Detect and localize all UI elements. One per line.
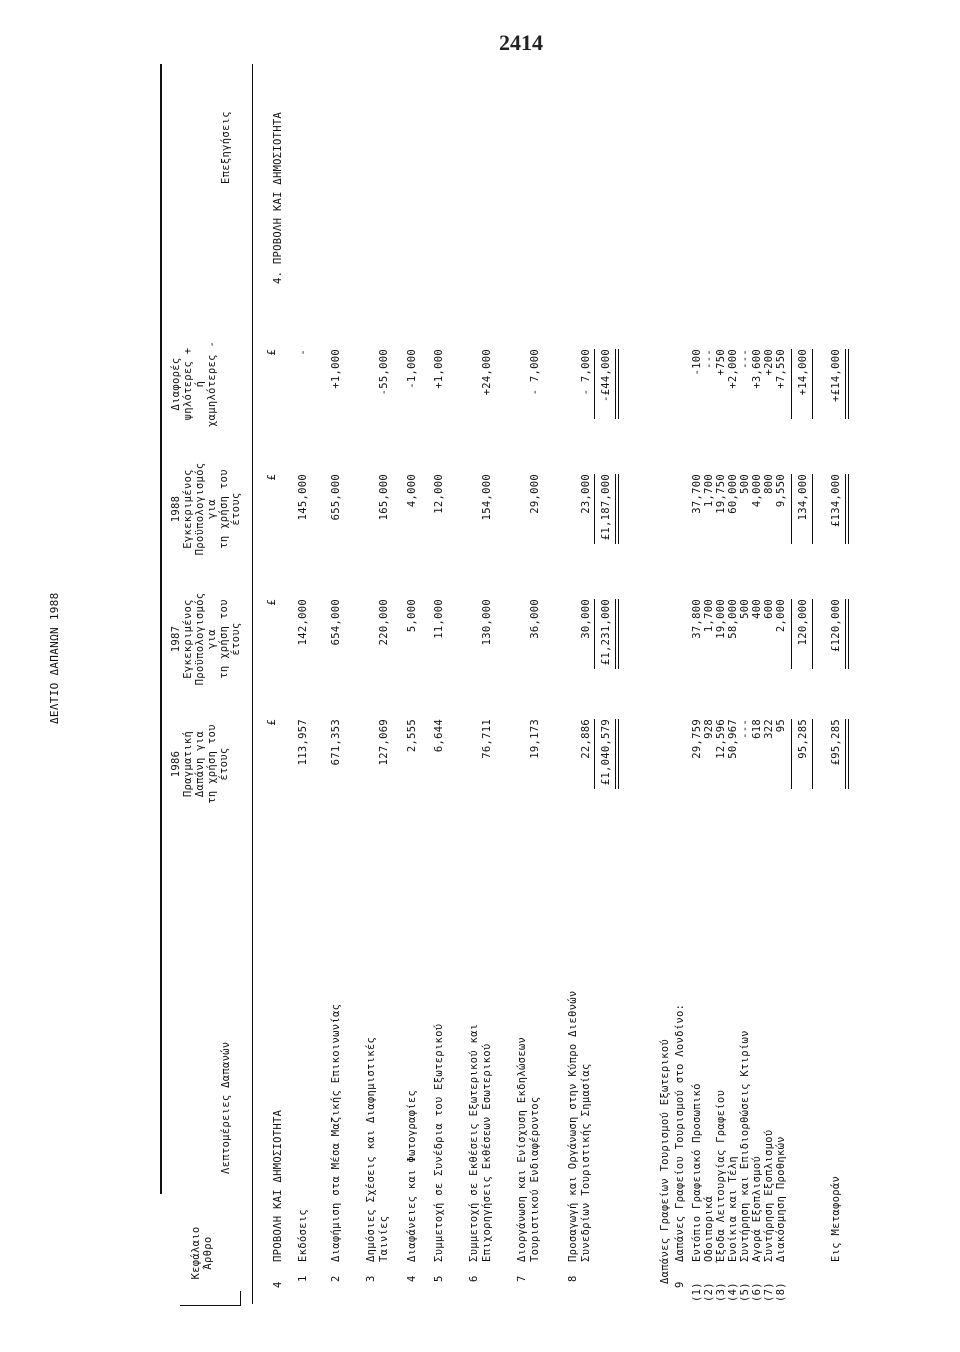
item-label: Ταινίες [378,1215,390,1262]
carry-label: Εις Μεταφοράν [830,1175,842,1262]
subitem-label: Εντόπιο Γραφειακό Προσωπικό [691,1083,703,1262]
header-col1-line: έτους [218,747,230,781]
item-label: Επιχορηγήσεις Εκθέσεων Εσωτερικού [481,1043,493,1262]
doc-title: ΔΕΛΤΙΟ ΔΑΠΑΝΩΝ 1988 [48,592,61,724]
item-number: 6 [468,1275,480,1282]
carry-1986: £95,285 [830,719,842,766]
carry-underline-1987 [845,599,846,669]
item-value-v1988: 29,000 [529,474,541,514]
header-col-1988 [170,449,242,569]
subitems-underline [791,599,792,669]
subtotal-v1987: 120,000 [797,599,809,646]
section-right-note: 4. ΠΡΟΒΟΛΗ ΚΑΙ ΔΗΜΟΣΙΟΤΗΤΑ [272,111,284,284]
subitem-code: (1) [691,1282,703,1302]
carry-underline-1988 [845,474,846,544]
header-col1-line: Πραγματική [182,730,194,798]
header-col4-line: χαμηλότερες - [206,340,218,428]
item-value-v1986: 127,069 [378,719,390,766]
subitem-value-v1986: 618 [751,719,763,739]
section-title: ΠΡΟΒΟΛΗ ΚΑΙ ΔΗΜΟΣΙΟΤΗΤΑ [272,1109,284,1262]
carry-underline2-1988 [848,474,849,544]
header-col3-line: Προϋπολογισμός [194,462,206,556]
subtotal-underline [812,599,813,669]
carry-underline-diff [845,349,846,419]
item-label: Προσαγωγή και Οργάνωση στην Κύπρο Διεθνών [567,990,579,1262]
rotated-budget-table [40,28,920,1324]
subitems-underline [791,349,792,419]
header-col4-line: Διαφορές [170,357,182,411]
header-col3-line: 1988 [170,495,182,523]
subitem-code: (3) [715,1282,727,1302]
carry-underline2-1986 [848,719,849,789]
subitem-value-v1987: 500 [739,599,751,619]
item-value-v1988: 165,000 [378,474,390,521]
item-value-diff: -55,000 [378,349,390,396]
subitem-value-diff: +200 [763,349,775,376]
carry-underline2-1987 [848,599,849,669]
subitem-value-v1988: 1,700 [703,474,715,508]
subitem-label: Συντήρηση Εξοπλισμού [763,1129,775,1262]
header-kefalaio-arthro [190,1218,214,1288]
subtotal-diff: +14,000 [797,349,809,396]
subitem-value-v1988: 19,750 [715,474,727,514]
item-value-diff: +1,000 [433,349,445,389]
item9-number: 9 [674,1281,686,1288]
subitem-value-diff: +7,550 [775,349,787,389]
item-label: Συμμετοχή σε Συνέδρια του Εξωτερικού [433,1023,445,1262]
item-value-v1986: 6,644 [433,719,445,753]
item-value-v1987: 142,000 [297,599,309,646]
carry-underline-1986 [845,719,846,789]
item-value-v1988: 154,000 [481,474,493,521]
subitem-value-v1986: 928 [703,719,715,739]
subitem-value-v1986: 322 [763,719,775,739]
subitem-value-v1988: 4,000 [751,474,763,508]
subitem-value-v1987: 1,700 [703,599,715,633]
subitem-code: (6) [751,1282,763,1302]
item-number: 1 [297,1275,309,1282]
subitem-value-diff: +2,000 [727,349,739,389]
item-value-v1986: 19,173 [529,719,541,759]
item-value-v1988: 23,000 [580,474,592,514]
carry-underline2-diff [848,349,849,419]
item-value-v1987: 130,000 [481,599,493,646]
header-col-diff [170,324,218,444]
item-value-v1986: 22,886 [580,719,592,759]
item-number: 2 [330,1275,342,1282]
total-v1987: £1,231,000 [600,599,612,666]
subitem-label: Ενοίκια και Τέλη [727,1156,739,1262]
item-value-diff: - 7,000 [529,349,541,396]
header-col2-line: για [206,629,218,649]
total-v1986: £1,040,579 [600,719,612,786]
carry-1987: £120,000 [830,599,842,652]
totals-underline [615,719,616,789]
item-value-diff: +1,000 [330,349,342,389]
items-underline [594,474,595,544]
header-leptomereies: Λεπτομέρειες Δαπανών [220,1041,232,1174]
item-value-diff: +24,000 [481,349,493,396]
subitems-underline [791,474,792,544]
header-col4-line: ψηλότερες + [182,347,194,421]
item-value-v1986: 113,957 [297,719,309,766]
subitem-label: Συντήρηση και Επιδιορθώσεις Κτιρίων [739,1030,751,1262]
carry-diff: +£14,000 [830,349,842,402]
item-number: 5 [433,1275,445,1282]
header-col2-line: 1987 [170,625,182,653]
subtotal-v1988: 134,000 [797,474,809,521]
item-value-v1987: 36,000 [529,599,541,639]
subitem-value-v1987: 58,000 [727,599,739,639]
header-col3-line: έτους [230,492,242,526]
section-number: 4 [272,1281,284,1288]
item-label: Εκδόσεις [297,1209,309,1262]
subitem-value-v1987: 400 [751,599,763,619]
subitem-label: Οδοιπορικά [703,1195,715,1262]
header-col-1987 [170,579,242,699]
subitem-code: (8) [775,1282,787,1302]
subitem-value-v1987: 37,800 [691,599,703,639]
item-number: 4 [406,1275,418,1282]
item-value-v1986: 671,353 [330,719,342,766]
subitem-code: (2) [703,1282,715,1302]
totals-underline-double [618,474,619,544]
item-label: Συνεδρίων Τουριστικής Σημασίας [580,1063,592,1262]
item-label: Δημόσιες Σχέσεις και Διαφημιστικές [365,1036,377,1262]
item-value-diff: - 7,000 [580,349,592,396]
subitem-value-v1988: 500 [739,474,751,494]
subitems-underline [791,719,792,789]
header-col2-line: έτους [230,622,242,656]
totals-underline [615,474,616,544]
item-value-v1987: 11,000 [433,599,445,639]
subitem-value-v1986: 12,596 [715,719,727,759]
subitem-value-v1986: 95 [775,719,787,733]
item-value-v1986: 2,555 [406,719,418,753]
header-top-rule [160,64,162,1194]
subitem-value-v1988: 800 [763,474,775,494]
subtotal-underline [812,719,813,789]
subitem-code: (7) [763,1282,775,1302]
items-underline [594,719,595,789]
item-value-v1988: 145,000 [297,474,309,521]
subitem-value-diff: --- [703,349,715,369]
item-number: 8 [567,1275,579,1282]
item-value-diff: -1,000 [406,349,418,389]
carry-1988: £134,000 [830,474,842,527]
subitem-label: Διακόσμηση Προθηκών [775,1136,787,1262]
header-col3-line: Εγκεκριμένος [182,469,194,549]
header-col4-line: ή [194,380,206,388]
totals-underline-double [618,349,619,419]
totals-underline-double [618,719,619,789]
item9-label: Δαπάνες Γραφείου Τουρισμού στο Λονδίνο: [674,1003,686,1262]
item-label: Διαφήμιση στα Μέσα Μαζικής Επικοινωνίας [330,1003,342,1262]
item-value-v1988: 4,000 [406,474,418,508]
subitem-value-v1987: 2,000 [775,599,787,633]
expenses-heading: Δαπάνες Γραφείων Τουρισμού Εξωτερικού [659,1039,671,1284]
currency-diff: £ [266,349,278,356]
item-label: Διοργάνωση και Ενίσχυση Εκδηλώσεων [516,1036,528,1262]
header-kefalaio: Κεφάλαιο [190,1226,202,1280]
item-number: 7 [516,1275,528,1282]
subitem-value-diff: -100 [691,349,703,376]
item-label: Τουριστικού Ενδιαφέροντος [529,1096,541,1262]
header-arthro: Άρθρο [202,1236,214,1270]
items-underline [594,349,595,419]
item-number: 3 [365,1275,377,1282]
subitem-value-v1988: 9,550 [775,474,787,508]
header-col1-line: τη χρήση του [206,724,218,804]
item-label: Συμμετοχή σε Εκθέσεις Εξωτερικού και [468,1023,480,1262]
currency-1988: £ [266,474,278,481]
page-number: 2414 [499,30,543,55]
item-value-v1986: 76,711 [481,719,493,759]
items-underline [594,599,595,669]
subitem-value-diff: +3,600 [751,349,763,389]
subitem-value-v1986: 50,967 [727,719,739,759]
header-col2-line: Εγκεκριμένος [182,599,194,679]
item-value-v1987: 5,000 [406,599,418,633]
header-col2-line: τη χρήση του [218,599,230,679]
header-col-1986 [170,709,230,819]
item-value-v1987: 30,000 [580,599,592,639]
subitem-label: Αγορά Εξοπλισμού [751,1156,763,1262]
totals-underline-double [618,599,619,669]
subitem-code: (4) [727,1282,739,1302]
subitem-value-v1988: 60,000 [727,474,739,514]
header-bracket-mark [180,1291,241,1306]
item-value-v1987: 654,000 [330,599,342,646]
item-value-v1987: 220,000 [378,599,390,646]
item-label: Διαφάνειες και Φωτογραφίες [406,1089,418,1262]
subitem-value-diff: +750 [715,349,727,376]
subitem-label: Έξοδα Λειτουργίας Γραφείου [715,1089,727,1262]
subitem-code: (5) [739,1282,751,1302]
subitem-value-diff: --- [739,349,751,369]
total-diff: -£44,000 [600,349,612,402]
item-value-v1988: 12,000 [433,474,445,514]
totals-underline [615,349,616,419]
header-bottom-rule [252,64,253,1304]
subitem-value-v1986: --- [739,719,751,739]
currency-1987: £ [266,599,278,606]
subtotal-underline [812,474,813,544]
header-col3-line: τη χρήση του [218,469,230,549]
header-col2-line: Προϋπολογισμός [194,592,206,686]
header-col1-line: Δαπάνη για [194,730,206,798]
currency-1986: £ [266,719,278,726]
item-value-v1988: 655,000 [330,474,342,521]
subtotal-underline [812,349,813,419]
header-col1-line: 1986 [170,750,182,778]
subitem-value-v1988: 37,700 [691,474,703,514]
header-col3-line: για [206,499,218,519]
totals-underline [615,599,616,669]
header-epexigiseis: Επεξηγήσεις [220,111,232,184]
subitem-value-v1986: 29,759 [691,719,703,759]
item-value-diff: - [297,349,309,356]
subtotal-v1986: 95,285 [797,719,809,759]
total-v1988: £1,187,000 [600,474,612,541]
subitem-value-v1987: 600 [763,599,775,619]
subitem-value-v1987: 19,000 [715,599,727,639]
